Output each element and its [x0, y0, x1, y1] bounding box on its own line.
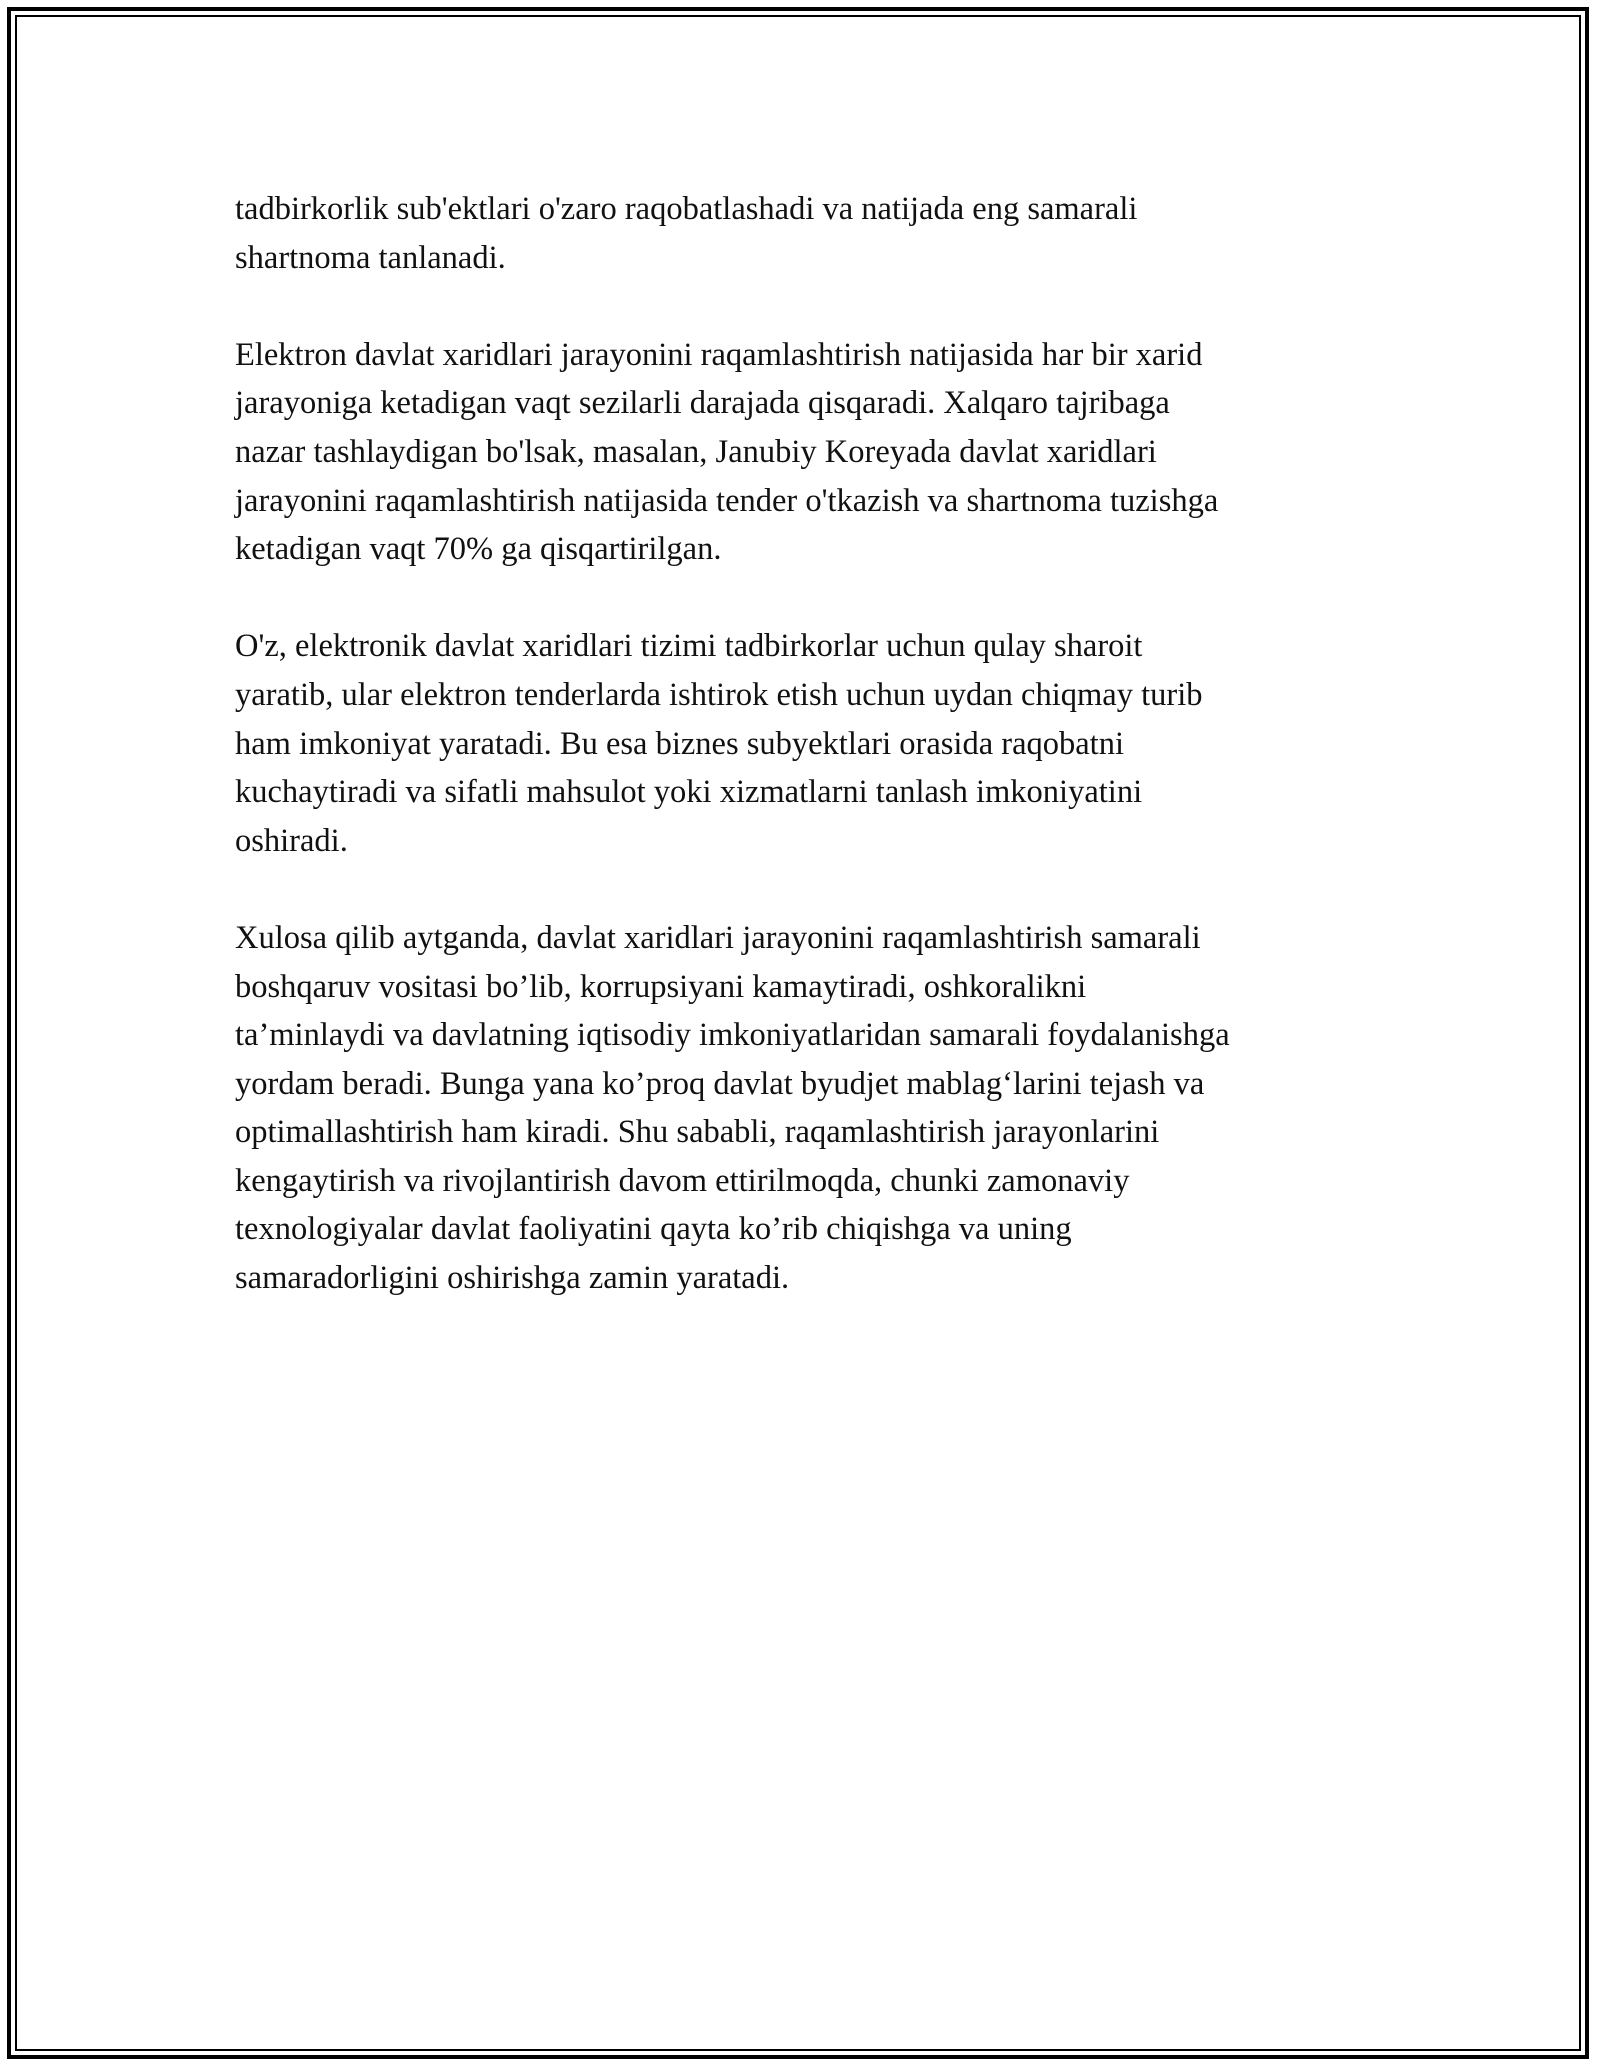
paragraph-line: jarayonini raqamlashtirish natijasida tender o'tkazish va shartnoma tuzishga	[235, 482, 1219, 519]
paragraph-line: kengaytirish va rivojlantirish davom ettirilmoqda, chunki zamonaviy	[235, 1162, 1130, 1199]
paragraph-line: Xulosa qilib aytganda, davlat xaridlari jarayonini raqamlashtirish samarali	[235, 919, 1201, 956]
paragraph-line: samaradorligini oshirishga zamin yaratadi.	[235, 1260, 790, 1297]
paragraph-line: yaratib, ular elektron tenderlarda ishtirok etish uchun uydan chiqmay turib	[235, 676, 1203, 713]
paragraph-line: ham imkoniyat yaratadi. Bu esa biznes subyektlari orasida raqobatni	[235, 725, 1124, 762]
paragraph-line: jarayoniga ketadigan vaqt sezilarli darajada qisqaradi. Xalqaro tajribaga	[235, 385, 1170, 422]
paragraph-line: oshiradi.	[235, 822, 348, 859]
paragraph-line: ketadigan vaqt 70% ga qisqartirilgan.	[235, 531, 722, 568]
paragraph-line: texnologiyalar davlat faoliyatini qayta ko’rib chiqishga va uning	[235, 1211, 1072, 1248]
paragraph-line: ta’minlaydi va davlatning iqtisodiy imkoniyatlaridan samarali foydalanishga	[235, 1017, 1230, 1054]
paragraph-line: boshqaruv vositasi bo’lib, korrupsiyani kamaytiradi, oshkoralikni	[235, 968, 1087, 1005]
paragraph-4	[235, 914, 1365, 1303]
paragraph-line: optimallashtirish ham kiradi. Shu sababli, raqamlashtirish jarayonlarini	[235, 1114, 1160, 1151]
paragraph-line: O'z, elektronik davlat xaridlari tizimi tadbirkorlar uchun qulay sharoit	[235, 628, 1143, 665]
paragraph-line: Elektron davlat xaridlari jarayonini raqamlashtirish natijasida har bir xarid	[235, 336, 1203, 373]
paragraph-line: kuchaytiradi va sifatli mahsulot yoki xizmatlarni tanlash imkoniyatini	[235, 774, 1143, 811]
paragraph-line: tadbirkorlik sub'ektlari o'zaro raqobatlashadi va natijada eng samarali	[235, 191, 1138, 227]
paragraph-line: shartnoma tanlanadi.	[235, 239, 506, 276]
paragraph-line: nazar tashlaydigan bo'lsak, masalan, Janubiy Koreyada davlat xaridlari	[235, 433, 1157, 470]
paragraph-3	[235, 622, 1365, 865]
paragraph-line: yordam beradi. Bunga yana ko’proq davlat byudjet mablag‘larini tejash va	[235, 1065, 1205, 1102]
paragraph-2	[235, 331, 1365, 574]
paragraph-1	[235, 185, 1365, 282]
document-body	[235, 185, 1365, 1351]
